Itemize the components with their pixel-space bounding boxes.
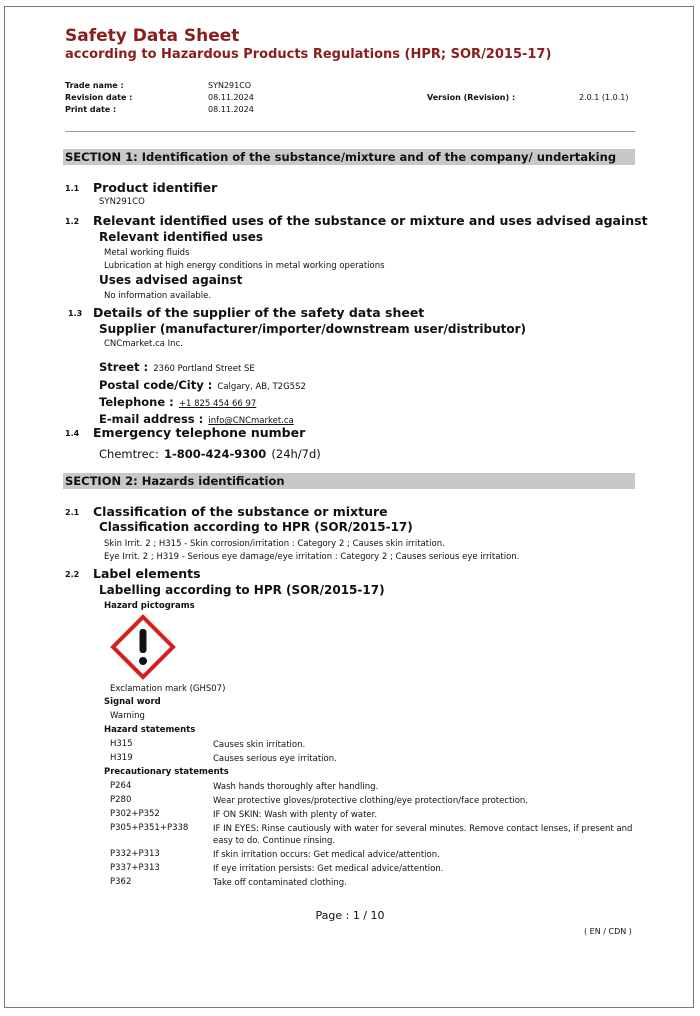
company-name: CNCmarket.ca Inc. [104, 339, 183, 349]
precaution-code: P305+P351+P338 [110, 823, 189, 833]
street-label: Street : [99, 360, 149, 374]
hazard-text: Causes skin irritation. [213, 740, 306, 750]
print-date-label: Print date : [65, 105, 117, 114]
email-label: E-mail address : [99, 412, 204, 426]
revision-date-label: Revision date : [65, 93, 133, 102]
version-value: 2.0.1 (1.0.1) [579, 93, 629, 102]
header-divider [65, 131, 635, 132]
section-1-heading: SECTION 1: Identification of the substance/mixture and of the company/ undertaking [63, 149, 635, 165]
use-item: Metal working fluids [104, 248, 190, 258]
street-value: 2360 Portland Street SE [153, 364, 255, 374]
version-label: Version (Revision) : [427, 93, 516, 102]
precaution-code: P302+P352 [110, 809, 160, 819]
precaution-code: P332+P313 [110, 849, 160, 859]
section-1-1-title: Product identifier [93, 180, 218, 195]
precautionary-statements-title: Precautionary statements [104, 767, 229, 777]
section-2-2-title: Label elements [93, 566, 201, 581]
uses-advised-against-value: No information available. [104, 291, 212, 301]
document-title: Safety Data Sheet [65, 26, 240, 46]
emergency-suffix: (24h/7d) [271, 447, 321, 461]
precaution-code: P280 [110, 795, 132, 805]
street-row [99, 356, 255, 375]
uses-advised-against-title: Uses advised against [99, 273, 243, 287]
print-date-value: 08.11.2024 [208, 105, 254, 114]
section-1-2-number: 1.2 [65, 217, 80, 226]
precaution-code: P264 [110, 781, 132, 791]
use-item: Lubrication at high energy conditions in metal working operations [104, 261, 385, 271]
product-identifier: SYN291CO [99, 197, 145, 207]
hazard-pictograms-title: Hazard pictograms [104, 601, 195, 611]
precaution-text: IF IN EYES: Rinse cautiously with water for several minutes. Remove contact lenses, if present and easy to do. Continue rinsing. [213, 824, 633, 846]
email-link[interactable]: info@CNCmarket.ca [208, 416, 294, 426]
signal-word-value: Warning [110, 711, 145, 721]
pictogram-caption: Exclamation mark (GHS07) [110, 684, 226, 694]
trade-name-value: SYN291CO [208, 81, 252, 90]
precaution-text: Wash hands thoroughly after handling. [213, 782, 379, 792]
emergency-phone [99, 443, 321, 462]
precaution-text: If skin irritation occurs: Get medical advice/attention. [213, 850, 440, 860]
emergency-prefix: Chemtrec: [99, 447, 159, 461]
signal-word-title: Signal word [104, 697, 161, 707]
section-1-3-number: 1.3 [68, 309, 83, 318]
classification-line: Skin Irrit. 2 ; H315 - Skin corrosion/irritation : Category 2 ; Causes skin irritation. [104, 539, 445, 549]
precaution-text: If eye irritation persists: Get medical advice/attention. [213, 864, 444, 874]
section-2-1-title: Classification of the substance or mixture [93, 504, 388, 519]
hazard-code: H319 [110, 753, 133, 763]
exclamation-dot [139, 657, 147, 665]
precaution-text: Wear protective gloves/protective clothing/eye protection/face protection. [213, 796, 529, 806]
classification-title: Classification according to HPR (SOR/2015-17) [99, 520, 413, 534]
section-2-2-number: 2.2 [65, 570, 80, 579]
hazard-statements-title: Hazard statements [104, 725, 196, 735]
emergency-number: 1-800-424-9300 [163, 447, 267, 461]
page-number: Page : 1 / 10 [315, 909, 385, 922]
telephone-link[interactable]: +1 825 454 66 97 [178, 399, 257, 409]
precaution-code: P362 [110, 877, 132, 887]
section-1-3-title: Details of the supplier of the safety data sheet [93, 305, 425, 320]
supplier-title: Supplier (manufacturer/importer/downstream user/distributor) [99, 322, 527, 336]
labelling-title: Labelling according to HPR (SOR/2015-17) [99, 583, 385, 597]
section-1-4-title: Emergency telephone number [93, 425, 306, 440]
relevant-uses-title: Relevant identified uses [99, 230, 264, 244]
precaution-text: IF ON SKIN: Wash with plenty of water. [213, 810, 378, 820]
classification-line: Eye Irrit. 2 ; H319 - Serious eye damage/eye irritation : Category 2 ; Causes serious eye irritation. [104, 552, 520, 562]
exclamation-bar [140, 629, 147, 653]
revision-date-value: 08.11.2024 [208, 93, 254, 102]
section-2-heading: SECTION 2: Hazards identification [63, 473, 635, 489]
trade-name-label: Trade name : [65, 81, 124, 90]
exclamation-mark-pictogram-icon [110, 614, 176, 680]
precaution-code: P337+P313 [110, 863, 160, 873]
section-1-1-number: 1.1 [65, 184, 80, 193]
locale-code: ( EN / CDN ) [584, 927, 632, 936]
postal-value: Calgary, AB, T2G5S2 [217, 382, 306, 392]
document-subtitle: according to Hazardous Products Regulations (HPR; SOR/2015-17) [65, 47, 552, 62]
telephone-label: Telephone : [99, 395, 174, 409]
precaution-text: Take off contaminated clothing. [213, 878, 347, 888]
hazard-text: Causes serious eye irritation. [213, 754, 337, 764]
postal-label: Postal code/City : [99, 378, 213, 392]
hazard-code: H315 [110, 739, 133, 749]
section-1-2-title: Relevant identified uses of the substance or mixture and uses advised against [93, 213, 648, 228]
section-2-1-number: 2.1 [65, 508, 80, 517]
section-1-4-number: 1.4 [65, 429, 80, 438]
